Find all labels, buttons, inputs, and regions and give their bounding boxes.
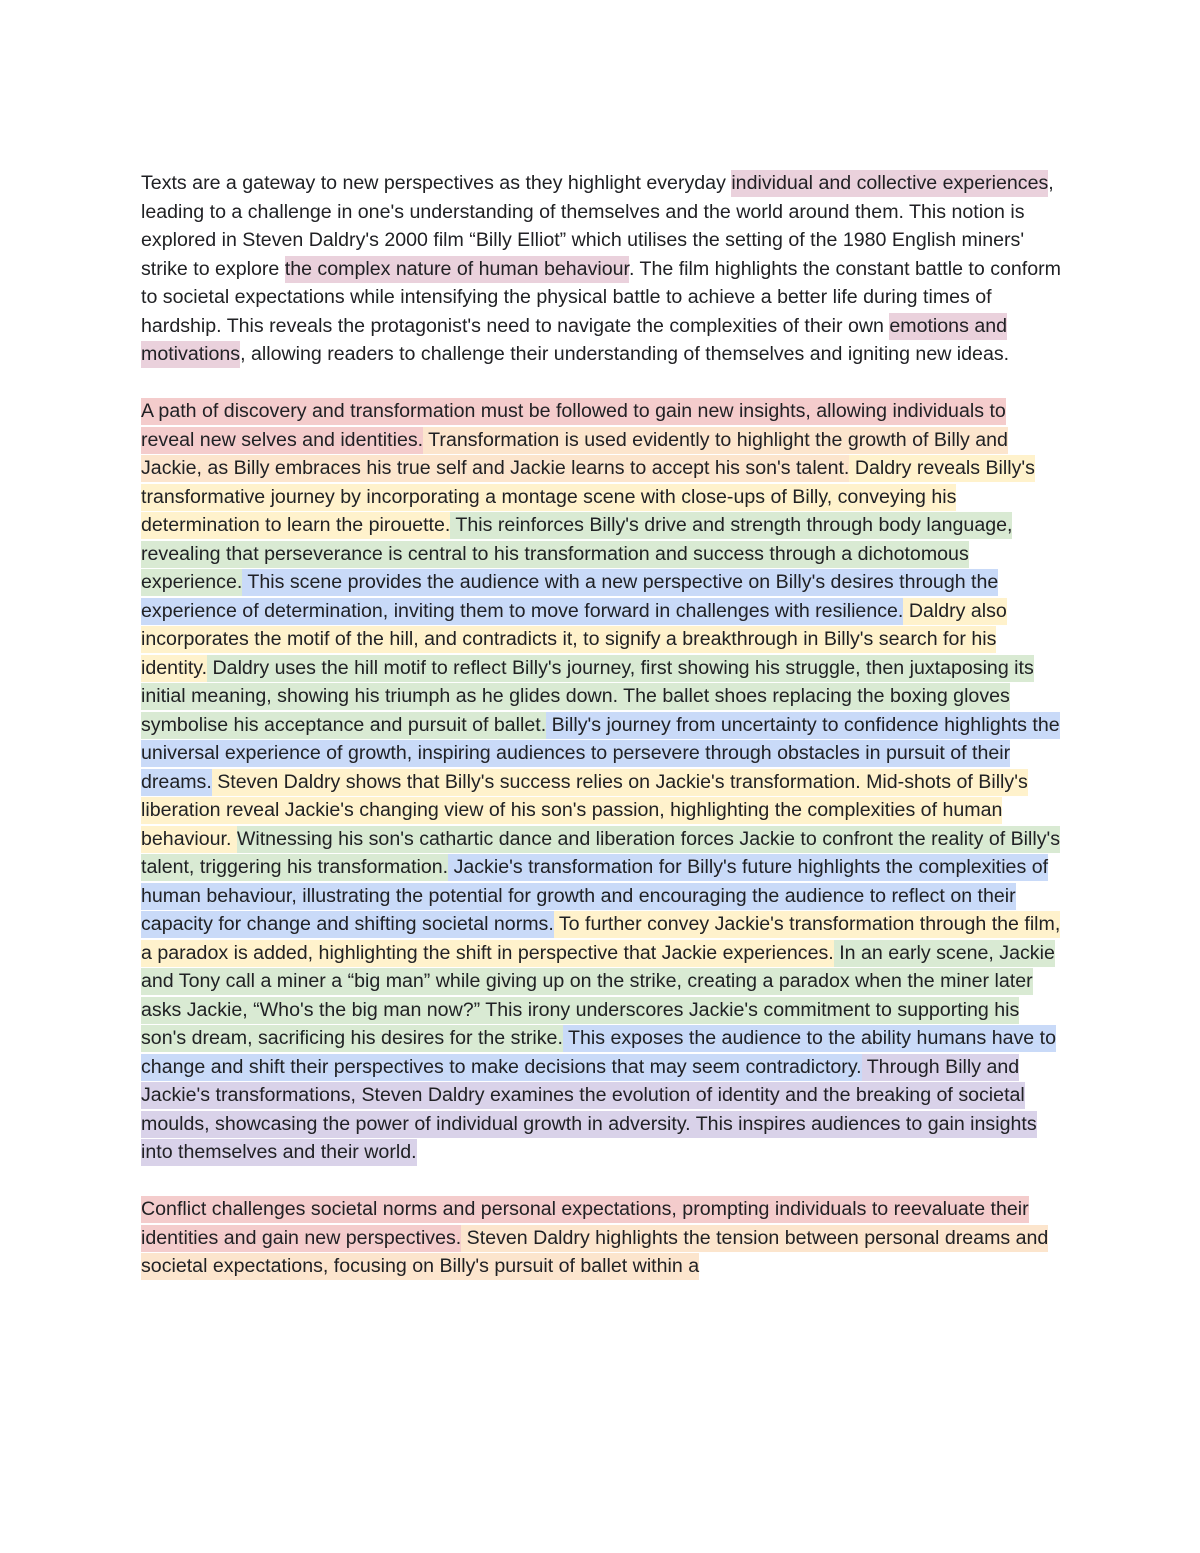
highlighted-text-orange: Transformation is used evidently to highlight the growth of Billy and Jackie, as Billy embraces his true self and Jackie learns to accept his son's talent.	[141, 427, 1008, 483]
highlighted-text-blue: This scene provides the audience with a new perspective on Billy's desires through the experience of determination, inviting them to move forward in challenges with resilience.	[141, 569, 998, 625]
text-run: , allowing readers to challenge their understanding of themselves and igniting new ideas.	[240, 343, 1010, 365]
highlighted-text-blue: Jackie's transformation for Billy's future highlights the complexities of human behaviour, illustrating the potential for growth and encouraging the audience to reflect on their capacity for change and shifting societal norms.	[141, 854, 1048, 938]
highlighted-text-blue: Billy's journey from uncertainty to confidence highlights the universal experience of growth, inspiring audiences to persevere through obstacles in pursuit of their dreams.	[141, 712, 1060, 796]
highlighted-text-green: This reinforces Billy's drive and strength through body language, revealing that perseverance is central to his transformation and success through a dichotomous experience.	[141, 512, 1012, 596]
paragraph-2	[141, 397, 1063, 1167]
highlighted-text-pink: individual and collective experiences	[731, 170, 1048, 197]
highlighted-text-pink: emotions and motivations	[141, 313, 1007, 369]
highlighted-text-red: Conflict challenges societal norms and personal expectations, prompting individuals to reevaluate their identities and gain new perspectives.	[141, 1196, 1029, 1252]
highlighted-text-yellow: Daldry reveals Billy's transformative journey by incorporating a montage scene with close-ups of Billy, conveying his determination to learn the pirouette.	[141, 455, 1035, 539]
highlighted-text-green: Daldry uses the hill motif to reflect Billy's journey, first showing his struggle, then juxtaposing its initial meaning, showing his triumph as he glides down. The ballet shoes replacing the boxing gloves symbolise his acceptance and pursuit of ballet.	[141, 655, 1034, 739]
highlighted-text-pink: the complex nature of human behaviour	[285, 256, 629, 283]
highlighted-text-yellow: Steven Daldry shows that Billy's success relies on Jackie's transformation. Mid-shots of Billy's liberation reveal Jackie's changing view of his son's passion, highlighting the complexities of human behaviour.	[141, 769, 1028, 853]
text-run: Texts are a gateway to new perspectives as they highlight everyday	[141, 172, 732, 194]
text-run: . The film highlights the constant battle to conform to societal expectations while intensifying the physical battle to achieve a better life during times of hardship. This reveals the protagonist's need to navigate the complexities of their own	[141, 257, 1061, 337]
paragraph-3	[141, 1195, 1063, 1281]
highlighted-text-green: Witnessing his son's cathartic dance and liberation forces Jackie to confront the reality of Billy's talent, triggering his transformation.	[141, 826, 1060, 882]
highlighted-text-red: A path of discovery and transformation must be followed to gain new insights, allowing individuals to reveal new selves and identities.	[141, 398, 1006, 454]
highlighted-text-blue: This exposes the audience to the ability humans have to change and shift their perspectives to make decisions that may seem contradictory.	[141, 1025, 1056, 1081]
highlighted-text-yellow: To further convey Jackie's transformation through the film, a paradox is added, highlighting the shift in perspective that Jackie experiences.	[141, 911, 1060, 967]
highlighted-text-green: In an early scene, Jackie and Tony call a miner a “big man” while giving up on the strike, creating a paradox when the miner later asks Jackie, “Who's the big man now?” This irony underscores Jackie's commitment to supporting his son's dream, sacrificing his desires for the strike.	[141, 940, 1055, 1053]
document-body	[141, 169, 1063, 1309]
highlighted-text-orange: Steven Daldry highlights the tension between personal dreams and societal expectations, focusing on Billy's pursuit of ballet within a	[141, 1225, 1048, 1281]
text-run: , leading to a challenge in one's understanding of themselves and the world around them. This notion is explored in Steven Daldry's 2000 film “Billy Elliot” which utilises the setting of the 1980 English miners' strike to explore	[141, 172, 1054, 280]
highlighted-text-purple: Through Billy and Jackie's transformations, Steven Daldry examines the evolution of identity and the breaking of societal moulds, showcasing the power of individual growth in adversity. This inspires audiences to gain insights into themselves and their world.	[141, 1054, 1037, 1167]
paragraph-1	[141, 169, 1063, 369]
highlighted-text-yellow: Daldry also incorporates the motif of the hill, and contradicts it, to signify a breakthrough in Billy's search for his identity.	[141, 598, 1007, 682]
